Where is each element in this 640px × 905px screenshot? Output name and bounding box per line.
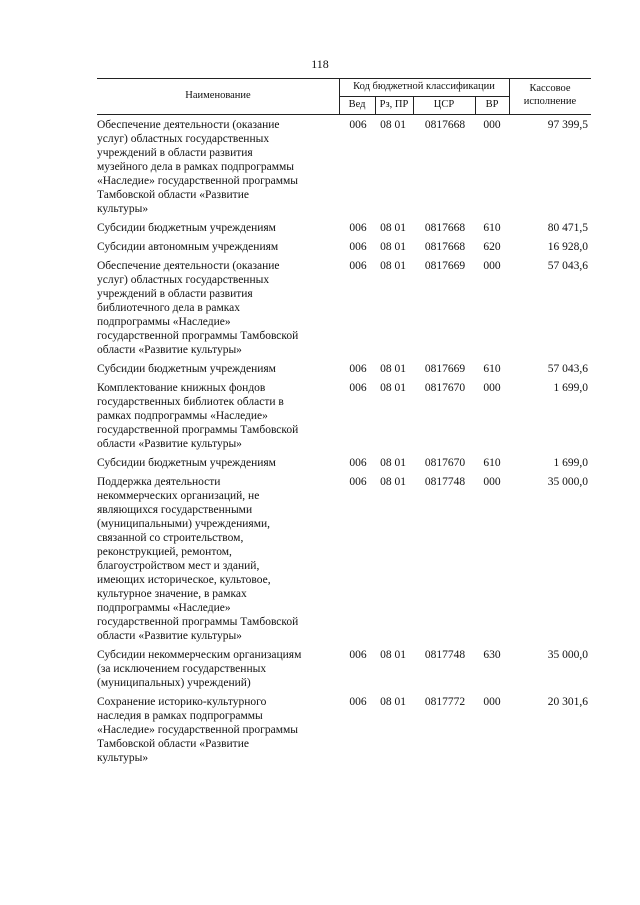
row-name-line: Тамбовской области «Развитие [97,189,249,201]
row-name-line: Обеспечение деятельности (оказание [97,119,280,131]
header-exec-line1: Кассовое [529,83,571,94]
row-csr: 0817668 [424,241,466,253]
row-ved: 006 [349,457,367,469]
row-sum: 1 699,0 [553,382,588,394]
row-name-line: области «Развитие культуры» [97,630,242,642]
table-row [97,259,591,362]
row-name-line: музейного дела в рамках подпрограммы [97,161,294,173]
row-name-line: «Наследие» государственной программы [97,175,299,187]
row-sum: 35 000,0 [547,476,588,488]
row-rz: 08 01 [380,476,406,488]
row-sum: 16 928,0 [547,241,588,253]
row-sum: 57 043,6 [547,260,588,272]
row-csr: 0817748 [424,649,466,661]
header-sub-border [339,96,509,97]
table-row [97,221,591,240]
row-vr: 000 [483,382,501,394]
row-sum: 57 043,6 [547,363,588,375]
row-csr: 0817670 [424,457,466,469]
row-name-line: учреждений в области развития [97,288,253,300]
row-name-line: Тамбовской области «Развитие [97,738,249,750]
table-header [97,78,591,114]
row-csr: 0817748 [424,476,466,488]
row-ved: 006 [349,222,367,234]
row-name-line: «Наследие» государственной программы [97,724,299,736]
row-name-line: Субсидии некоммерческим организациям [97,649,302,661]
row-rz: 08 01 [380,382,406,394]
row-csr: 0817669 [424,363,466,375]
row-name-line: Поддержка деятельности [97,476,221,488]
table-body [97,118,591,770]
row-name-line: Субсидии бюджетным учреждениям [97,363,276,375]
row-rz: 08 01 [380,363,406,375]
row-ved: 006 [349,363,367,375]
row-name-line: услуг) областных государственных [97,133,270,145]
row-name-line: учреждений в области развития [97,147,253,159]
row-name-line: Субсидии бюджетным учреждениям [97,222,276,234]
row-rz: 08 01 [380,119,406,131]
row-name [97,221,329,235]
row-rz: 08 01 [380,696,406,708]
row-name-line: библиотечного дела в рамках [97,302,241,314]
row-name-line: культурное значение, в рамках [97,588,247,600]
row-rz: 08 01 [380,222,406,234]
row-csr: 0817772 [424,696,466,708]
row-name [97,118,329,216]
row-ved: 006 [349,382,367,394]
row-rz: 08 01 [380,649,406,661]
table-row [97,695,591,770]
table-row [97,475,591,648]
row-name-line: Сохранение историко-культурного [97,696,267,708]
row-sum: 80 471,5 [547,222,588,234]
row-name-line: Комплектование книжных фондов [97,382,266,394]
row-name-line: (муниципальных) учреждений) [97,677,251,689]
row-vr: 000 [483,696,501,708]
header-name: Наименование [185,90,251,101]
header-bottom-border [97,114,591,115]
table-row [97,648,591,695]
row-ved: 006 [349,649,367,661]
row-csr: 0817668 [424,222,466,234]
table-row [97,118,591,221]
row-ved: 006 [349,696,367,708]
row-sum: 1 699,0 [553,457,588,469]
row-name-line: (муниципальными) учреждениями, [97,518,271,530]
row-name-line: реконструкцией, ремонтом, [97,546,232,558]
row-vr: 000 [483,260,501,272]
header-rz: Рз, ПР [379,99,409,110]
row-vr: 610 [483,457,501,469]
header-top-border [97,78,591,79]
table-row [97,240,591,259]
row-rz: 08 01 [380,457,406,469]
row-name-line: некоммерческих организаций, не [97,490,260,502]
table-row [97,362,591,381]
row-name [97,240,329,254]
row-name [97,648,329,690]
row-ved: 006 [349,476,367,488]
row-ved: 006 [349,260,367,272]
row-name-line: государственной программы Тамбовской [97,330,299,342]
row-name [97,695,329,765]
row-sum: 97 399,5 [547,119,588,131]
table-row [97,381,591,456]
row-name-line: области «Развитие культуры» [97,344,242,356]
row-name-line: подпрограммы «Наследие» [97,602,231,614]
row-name [97,475,329,643]
row-vr: 630 [483,649,501,661]
header-csr: ЦСР [433,99,455,110]
row-sum: 20 301,6 [547,696,588,708]
row-name-line: наследия в рамках подпрограммы [97,710,263,722]
row-vr: 000 [483,476,501,488]
row-name-line: Субсидии автономным учреждениям [97,241,279,253]
page-number: 118 [311,57,329,71]
row-name-line: государственной программы Тамбовской [97,424,299,436]
row-ved: 006 [349,241,367,253]
row-name-line: услуг) областных государственных [97,274,270,286]
row-name-line: (за исключением государственных [97,663,267,675]
row-name-line: подпрограммы «Наследие» [97,316,231,328]
row-name-line: связанной со строительством, [97,532,244,544]
row-name-line: государственных библиотек области в [97,396,284,408]
row-name-line: культуры» [97,203,149,215]
row-name-line: государственной программы Тамбовской [97,616,299,628]
row-vr: 610 [483,363,501,375]
row-csr: 0817670 [424,382,466,394]
header-exec-line2: исполнение [523,96,577,107]
row-name [97,456,329,470]
row-name-line: Обеспечение деятельности (оказание [97,260,280,272]
row-csr: 0817669 [424,260,466,272]
row-name-line: рамках подпрограммы «Наследие» [97,410,268,422]
row-name [97,362,329,376]
header-code-group: Код бюджетной классификации [353,81,495,92]
row-vr: 000 [483,119,501,131]
header-ved: Вед [348,99,366,110]
row-name-line: имеющих историческое, культовое, [97,574,271,586]
row-ved: 006 [349,119,367,131]
row-name [97,259,329,357]
header-vr: ВР [485,99,499,110]
row-vr: 610 [483,222,501,234]
table-row [97,456,591,475]
row-vr: 620 [483,241,501,253]
row-csr: 0817668 [424,119,466,131]
row-rz: 08 01 [380,260,406,272]
row-name-line: Субсидии бюджетным учреждениям [97,457,276,469]
row-name-line: области «Развитие культуры» [97,438,242,450]
row-name-line: культуры» [97,752,149,764]
row-rz: 08 01 [380,241,406,253]
row-name-line: благоустройством мест и зданий, [97,560,260,572]
row-name-line: являющихся государственными [97,504,253,516]
row-sum: 35 000,0 [547,649,588,661]
row-name [97,381,329,451]
